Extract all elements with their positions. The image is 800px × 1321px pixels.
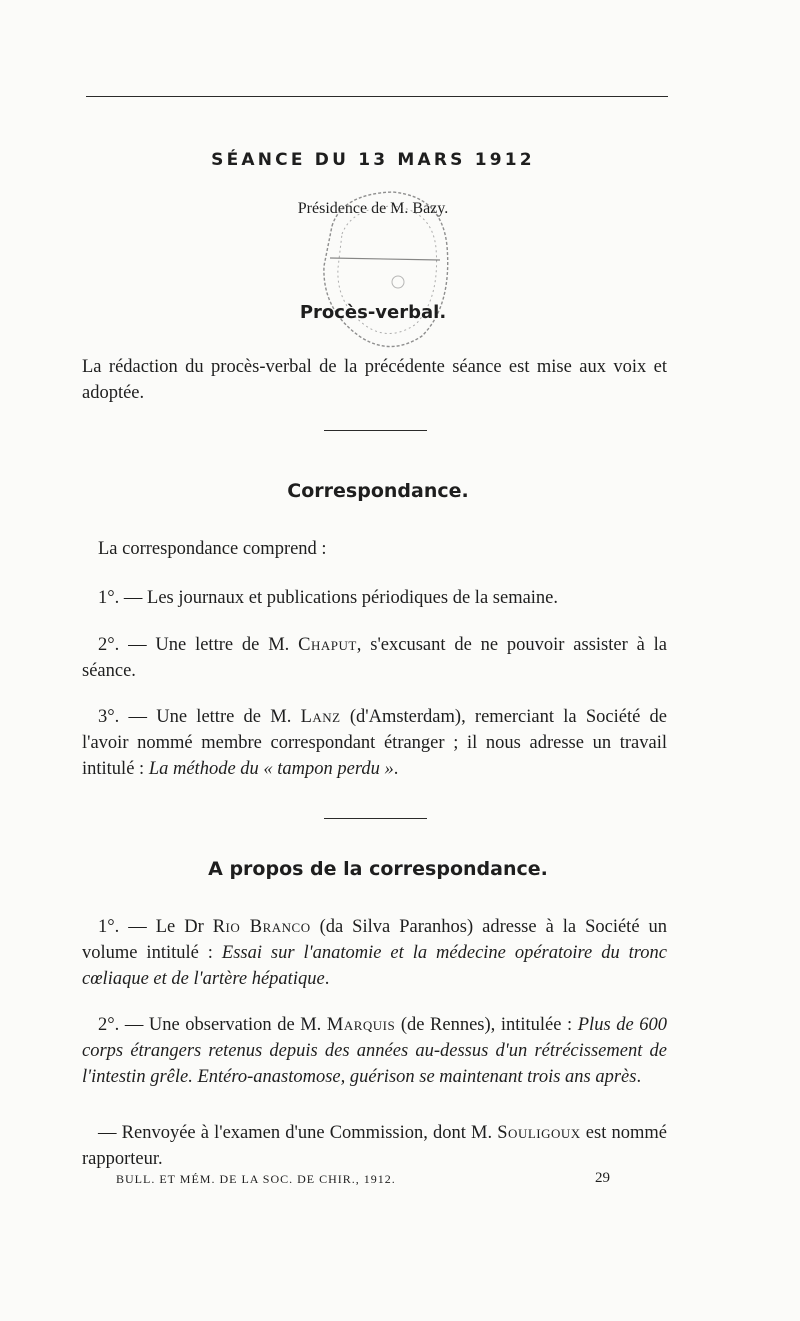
- a-propos-item-2: [82, 1012, 667, 1090]
- ap-item-2-title: Plus de 600 corps étrangers retenus depuis des années au-dessus d'un rétrécissement de l'intestin grêle. Entéro-anastomose, guérison se maintenant trois ans après: [82, 1015, 667, 1087]
- item-3-title: La méthode du « tampon perdu »: [148, 759, 394, 779]
- page-footer: [116, 1172, 610, 1187]
- top-rule: [86, 96, 668, 97]
- correspondance-item-3: [82, 704, 667, 782]
- heading-correspondance: Correspondance.: [287, 480, 469, 502]
- proces-verbal-text: [82, 354, 667, 406]
- seance-title: SÉANCE DU 13 MARS 1912: [211, 150, 535, 170]
- ap-item-2-middle: (de Rennes), intitulée :: [395, 1015, 578, 1035]
- intro-text: La correspondance comprend :: [98, 539, 327, 559]
- ap-item-1-name: Rio Branco: [212, 917, 311, 937]
- ap-item-1-prefix: 1°. — Le Dr: [98, 917, 213, 937]
- library-stamp: [312, 186, 454, 356]
- ap-item-2-name: Marquis: [326, 1015, 396, 1035]
- ap-item-1-end: .: [324, 969, 330, 989]
- item-3-middle: (d'Amsterdam), remerciant la Société de l'avoir nommé membre correspondant étranger ; il nous adresse un travail intitulé :: [82, 707, 667, 779]
- ap-item-1-title: Essai sur l'anatomie et la médecine opératoire du tronc cœliaque et de l'artère hépatique: [82, 943, 667, 989]
- item-1-text: 1°. — Les journaux et publications périodiques de la semaine.: [98, 588, 559, 608]
- correspondance-item-2: [82, 632, 667, 684]
- renvoi-suffix: est nommé rapporteur.: [82, 1123, 667, 1169]
- item-2-prefix: 2°. — Une lettre de M.: [98, 635, 299, 655]
- renvoi-prefix: — Renvoyée à l'examen d'une Commission, dont M.: [98, 1123, 498, 1143]
- renvoi-name: Souligoux: [497, 1123, 581, 1143]
- footer-journal: BULL. ET MÉM. DE LA SOC. DE CHIR., 1912.: [116, 1172, 396, 1186]
- presidence-line: Présidence de M. Bazy.: [297, 200, 449, 217]
- item-2-name: Chaput: [298, 635, 357, 655]
- item-2-suffix: , s'excusant de ne pouvoir assister à la séance.: [82, 635, 667, 681]
- proces-verbal-body: La rédaction du procès-verbal de la précédente séance est mise aux voix et adoptée.: [82, 357, 667, 403]
- renvoi-line: [82, 1120, 667, 1172]
- heading-a-propos: A propos de la correspondance.: [208, 858, 548, 880]
- item-3-name: Lanz: [300, 707, 341, 727]
- section-divider: [324, 818, 427, 819]
- ap-item-1-middle: (da Silva Paranhos) adresse à la Société un volume intitulé :: [82, 917, 668, 963]
- ap-item-2-prefix: 2°. — Une observation de M.: [98, 1015, 327, 1035]
- page-number: 29: [595, 1170, 610, 1186]
- item-3-prefix: 3°. — Une lettre de M.: [98, 707, 301, 727]
- ap-item-2-end: .: [636, 1067, 642, 1087]
- correspondance-item-1: [82, 585, 667, 611]
- a-propos-item-1: [82, 914, 667, 992]
- item-3-end: .: [393, 759, 399, 779]
- correspondance-intro: [82, 536, 667, 562]
- heading-proces-verbal: Procès-verbal.: [299, 302, 447, 323]
- section-divider: [324, 430, 427, 431]
